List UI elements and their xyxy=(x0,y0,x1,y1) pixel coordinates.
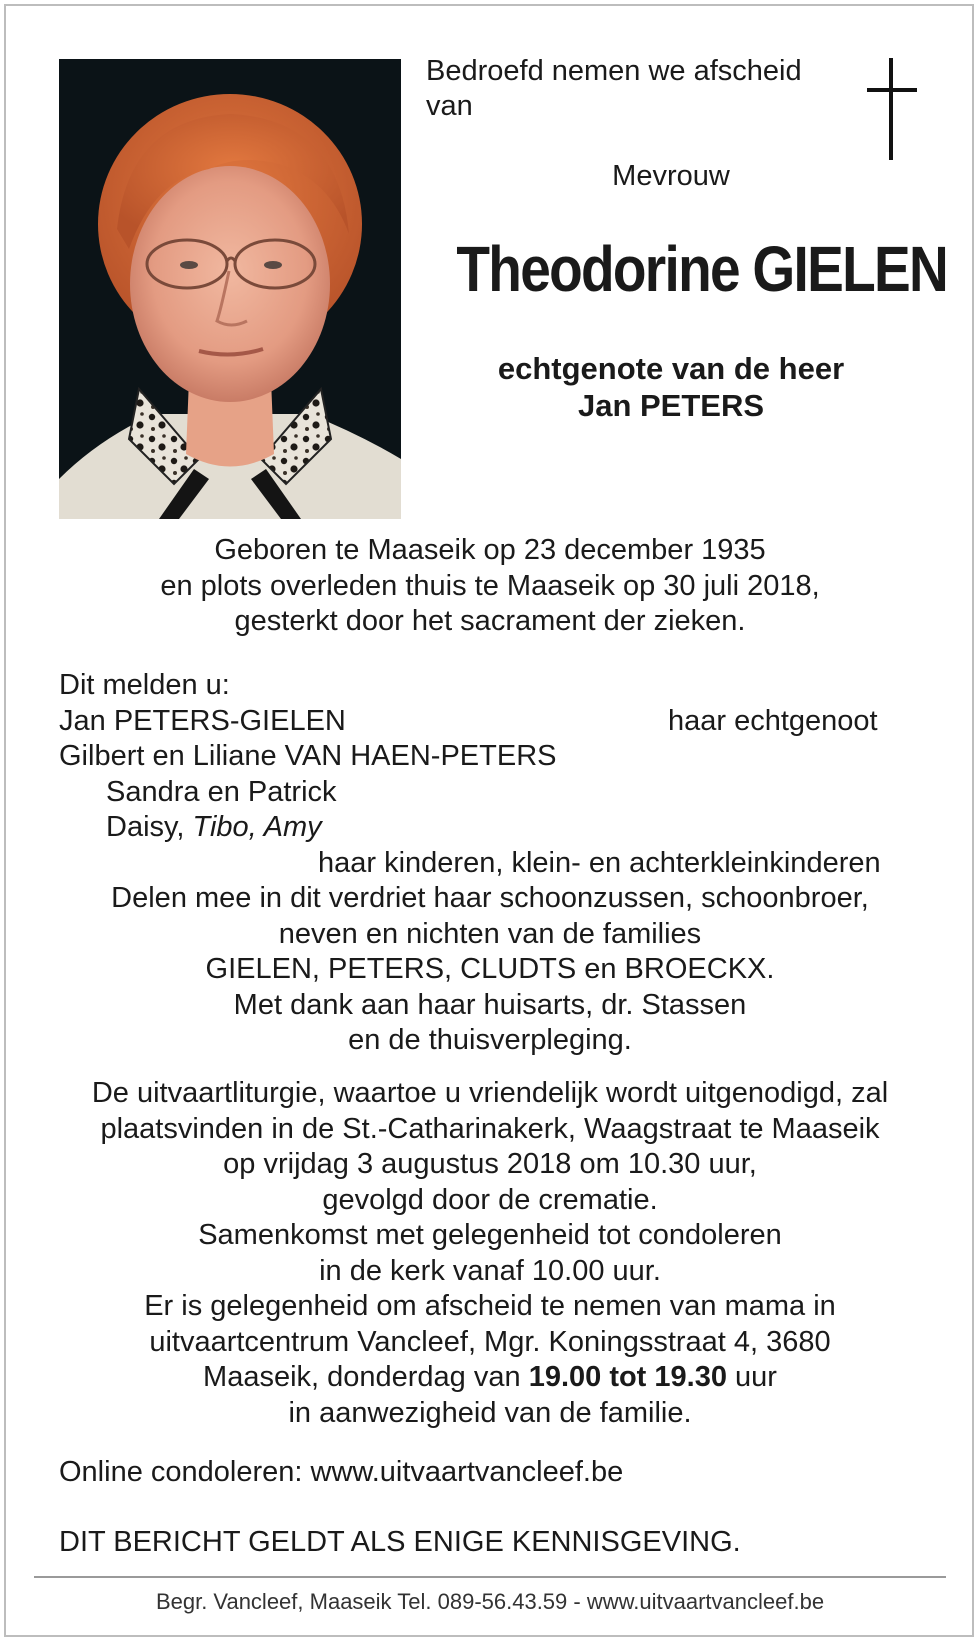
visit-time: 19.00 tot 19.30 xyxy=(528,1361,727,1393)
funeral-info xyxy=(40,1076,940,1431)
spouse-line: echtgenote van de heer xyxy=(497,351,845,386)
intro-text xyxy=(426,54,846,124)
text-line: neven en nichten van de families xyxy=(278,917,702,950)
text-line: GIELEN, PETERS, CLUDTS en BROECKX. xyxy=(205,953,775,985)
footer-divider xyxy=(34,1576,946,1578)
text-line: gevolgd door de crematie. xyxy=(322,1183,658,1216)
family-children-role: haar kinderen, klein- en achterkleinkinderen xyxy=(318,847,881,879)
text-line: De uitvaartliturgie, waartoe u vriendelijk wordt uitgenodigd, zal xyxy=(91,1077,889,1109)
family-intro: Dit melden u: xyxy=(59,669,230,701)
grandchild-name: Daisy, xyxy=(106,811,193,843)
text-line: en de thuisverpleging. xyxy=(348,1024,632,1056)
visit-line xyxy=(40,1360,940,1396)
text-line: Geboren te Maaseik op 23 december 1935 xyxy=(214,534,766,566)
text-line: gesterkt door het sacrament der zieken. xyxy=(234,605,746,637)
cross-icon xyxy=(862,58,922,160)
text-line: uitvaartcentrum Vancleef, Mgr. Koningsstraat 4, 3680 xyxy=(149,1325,831,1358)
spouse-name: Jan PETERS xyxy=(577,388,765,423)
family-grandchild-line xyxy=(106,810,322,846)
text-line: in de kerk vanaf 10.00 uur. xyxy=(319,1254,661,1287)
visit-suffix: uur xyxy=(726,1361,777,1393)
text-line: Met dank aan haar huisarts, dr. Stassen xyxy=(233,988,747,1021)
intro-line: Bedroefd nemen we afscheid xyxy=(426,55,802,87)
text-line: plaatsvinden in de St.-Catharinakerk, Waagstraat te Maaseik xyxy=(100,1112,880,1145)
text-line: Samenkomst met gelegenheid tot condoleren xyxy=(198,1219,782,1251)
notice-statement: DIT BERICHT GELDT ALS ENIGE KENNISGEVING. xyxy=(59,1526,741,1558)
family-child: Gilbert en Liliane VAN HAEN-PETERS xyxy=(59,740,557,772)
shared-grief xyxy=(40,881,940,1059)
deceased-name: Theodorine GIELEN xyxy=(456,233,948,305)
great-grandchildren: Tibo, Amy xyxy=(192,811,322,843)
footer-contact: Begr. Vancleef, Maaseik Tel. 089-56.43.59 - www.uitvaartvancleef.be xyxy=(155,1589,825,1614)
text-line: op vrijdag 3 augustus 2018 om 10.30 uur, xyxy=(223,1148,757,1180)
online-condolences: Online condoleren: www.uitvaartvancleef.be xyxy=(59,1456,624,1488)
portrait-photo xyxy=(59,59,401,519)
intro-line: van xyxy=(426,90,473,122)
family-husband-role: haar echtgenoot xyxy=(668,705,878,737)
text-line: Er is gelegenheid om afscheid te nemen van mama in xyxy=(144,1290,836,1322)
family-grandchildren: Sandra en Patrick xyxy=(106,776,337,808)
text-line: en plots overleden thuis te Maaseik op 30 juli 2018, xyxy=(160,569,820,602)
spouse-info xyxy=(426,350,916,424)
visit-prefix: Maaseik, donderdag van xyxy=(203,1361,529,1393)
text-line: in aanwezigheid van de familie. xyxy=(288,1396,692,1429)
family-husband: Jan PETERS-GIELEN xyxy=(59,705,346,737)
honorific: Mevrouw xyxy=(612,160,730,192)
text-line: Delen mee in dit verdriet haar schoonzussen, schoonbroer, xyxy=(111,882,869,914)
birth-death-info xyxy=(40,533,940,640)
